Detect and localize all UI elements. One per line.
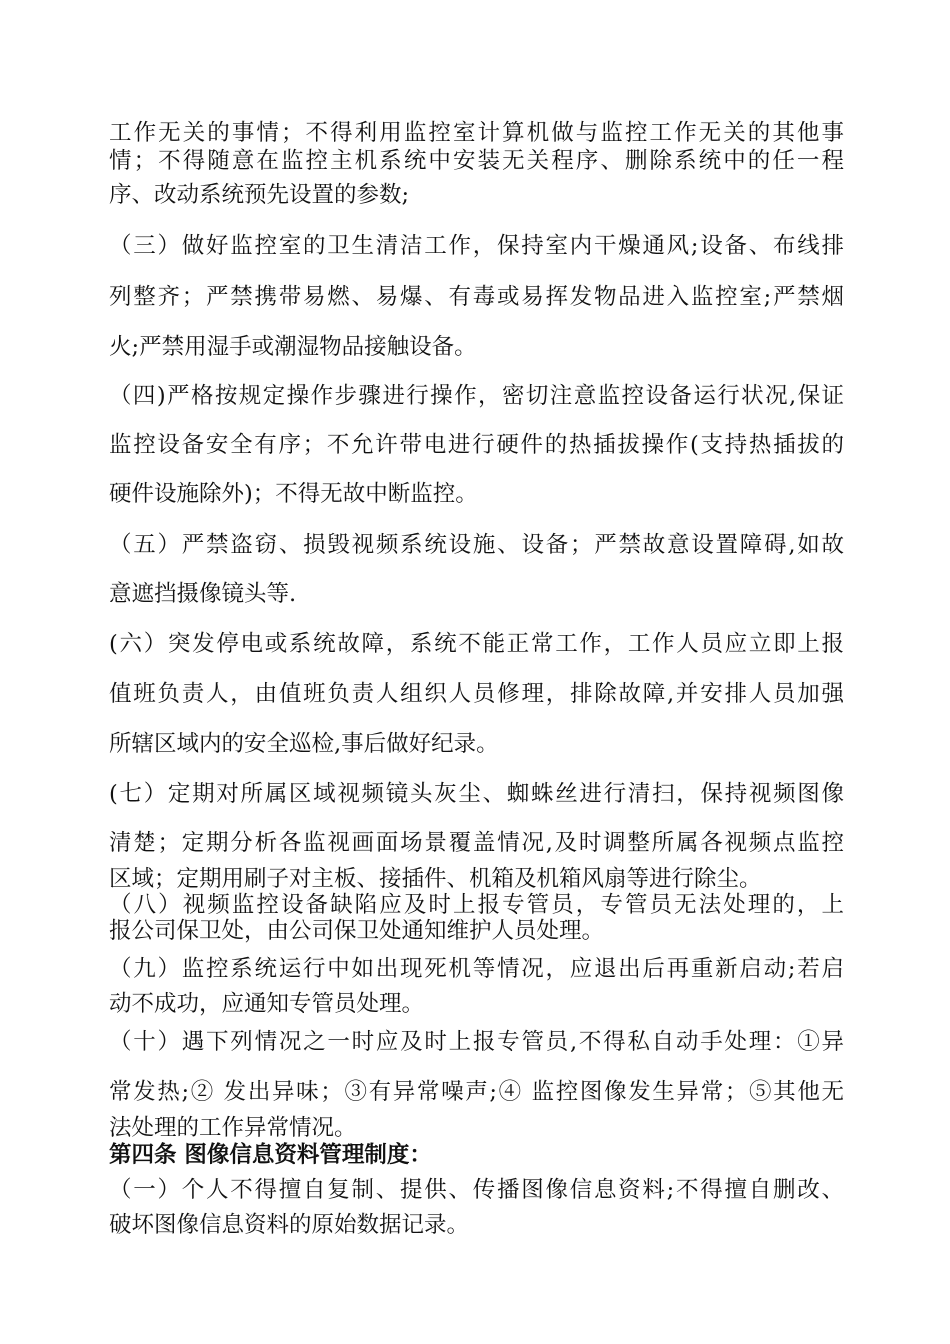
paragraph-line: (六）突发停电或系统故障，系统不能正常工作，工作人员应立即上报 <box>109 631 844 657</box>
paragraph-line: (七）定期对所属区域视频镜头灰尘、蜘蛛丝进行清扫，保持视频图像 <box>109 781 844 807</box>
paragraph-line: （十）遇下列情况之一时应及时上报专管员,不得私自动手处理：①异 <box>109 1029 844 1055</box>
paragraph-line: （三）做好监控室的卫生清洁工作，保持室内干燥通风;设备、布线排 <box>109 233 844 259</box>
paragraph-line: （五）严禁盗窃、损毁视频系统设施、设备；严禁故意设置障碍,如故 <box>109 532 844 558</box>
paragraph-line: 值班负责人，由值班负责人组织人员修理，排除故障,并安排人员加强 <box>109 681 844 707</box>
paragraph-line: 意遮挡摄像镜头等. <box>109 581 297 607</box>
paragraph-line: （一）个人不得擅自复制、提供、传播图像信息资料;不得擅自删改、 <box>109 1177 844 1203</box>
paragraph-line: 区域；定期用刷子对主板、接插件、机箱及机箱风扇等进行除尘。 <box>109 866 762 892</box>
paragraph-line: 序、改动系统预先设置的参数; <box>109 182 410 208</box>
paragraph-line: 列整齐；严禁携带易燃、易爆、有毒或易挥发物品进入监控室;严禁烟 <box>109 284 844 310</box>
paragraph-line: （八）视频监控设备缺陷应及时上报专管员，专管员无法处理的，上 <box>109 892 844 918</box>
paragraph-line: 情；不得随意在监控主机系统中安装无关程序、删除系统中的任一程 <box>109 148 844 174</box>
paragraph-line: 报公司保卫处，由公司保卫处通知维护人员处理。 <box>109 918 605 944</box>
paragraph-line: 清楚；定期分析各监视画面场景覆盖情况,及时调整所属各视频点监控 <box>109 830 844 856</box>
paragraph-line: 所辖区域内的安全巡检,事后做好纪录。 <box>109 731 499 757</box>
paragraph-line: 常发热;② 发出异味；③有异常噪声;④ 监控图像发生异常；⑤其他无 <box>109 1079 844 1105</box>
paragraph-line: （四)严格按规定操作步骤进行操作，密切注意监控设备运行状况,保证 <box>109 383 844 409</box>
paragraph-line: （九）监控系统运行中如出现死机等情况，应退出后再重新启动;若启 <box>109 956 844 982</box>
paragraph-line: 法处理的工作异常情况。 <box>109 1115 357 1141</box>
section-heading: 第四条 图像信息资料管理制度： <box>109 1142 432 1168</box>
paragraph-line: 硬件设施除外)；不得无故中断监控。 <box>109 481 478 507</box>
paragraph-line: 工作无关的事情；不得利用监控室计算机做与监控工作无关的其他事 <box>109 120 844 146</box>
paragraph-line: 破坏图像信息资料的原始数据记录。 <box>109 1212 470 1238</box>
paragraph-line: 动不成功，应通知专管员处理。 <box>109 991 425 1017</box>
paragraph-line: 火;严禁用湿手或潮湿物品接触设备。 <box>109 334 477 360</box>
paragraph-line: 监控设备安全有序；不允许带电进行硬件的热插拔操作(支持热插拔的 <box>109 432 844 458</box>
